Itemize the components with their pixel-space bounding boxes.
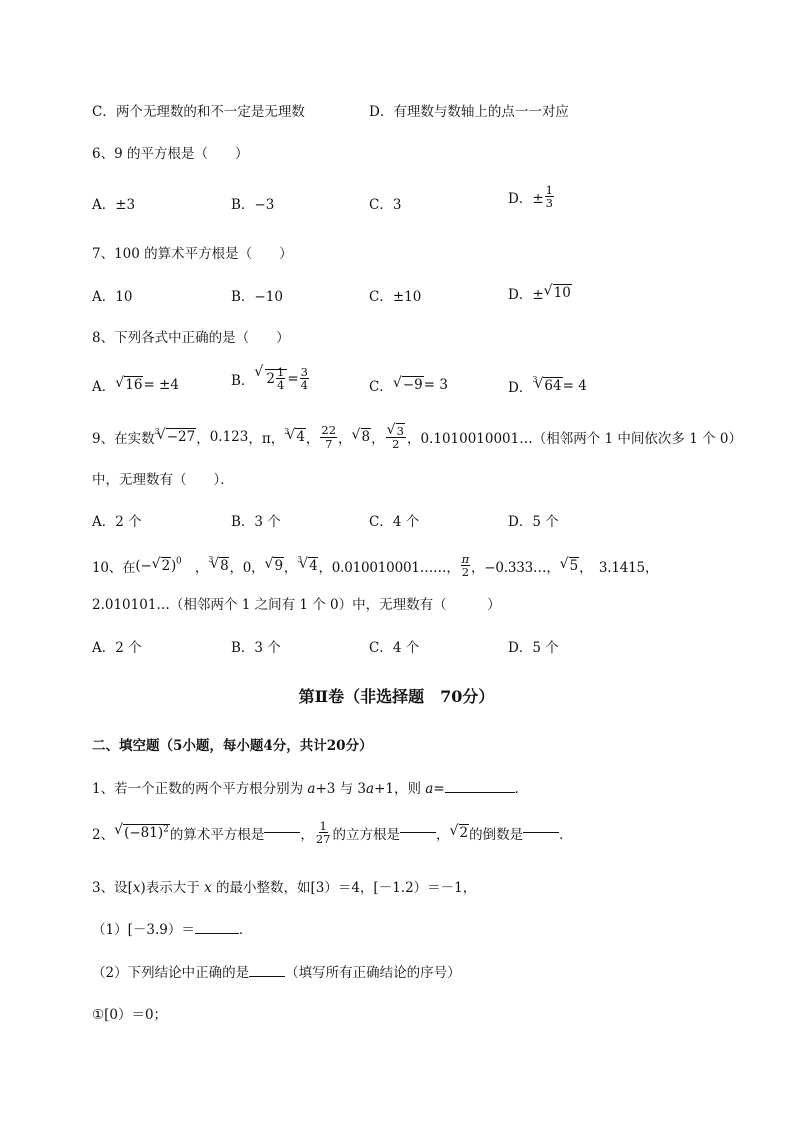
q8d-index: 3 — [532, 375, 538, 384]
q9-repeating-decimal: 0.123 — [209, 429, 249, 446]
fill-q3-blank1[interactable] — [195, 933, 239, 934]
q8-option-b: B．√ 2 $\frac{1}{4}$ = $\frac{3}{4}$ — [231, 366, 310, 391]
fill-q3: 3、设[x)表示大于 x 的最小整数，如[3）＝4，[－1.2）＝－1， — [92, 880, 477, 896]
part2-title: 第Ⅱ卷（非选择题 70分） — [298, 687, 495, 706]
q8-option-a — [92, 375, 179, 395]
q8a-prefix: A． — [92, 379, 116, 395]
q10-option-a: A．2 个 — [92, 640, 142, 656]
q6-stem: 6、9 的平方根是（ ） — [92, 146, 249, 162]
q9-option-d: D．5 个 — [508, 514, 559, 530]
q8c-radical: √ −9 — [393, 377, 424, 393]
fill-q3-blank2[interactable] — [249, 976, 285, 977]
fill-q1-blank[interactable] — [445, 792, 515, 793]
q8a-rest: = ±4 — [143, 377, 179, 393]
fill-q2-blank3[interactable] — [523, 832, 559, 833]
fill-q3-part2: （2）下列结论中正确的是 （填写所有正确结论的序号） — [92, 965, 461, 981]
section2-heading: 二、填空题（5小题，每小题4分，共计20分） — [92, 738, 373, 754]
q9-option-b: B．3 个 — [231, 514, 281, 530]
q8b-radical: √ 2 $\frac{1}{4}$ — [254, 366, 287, 391]
q8d-radical: √ 64 — [534, 378, 562, 394]
fill-q2: 2、√ $(-81)^2$的算术平方根是 ， $\frac{1}{27}$ 的立方根是 ，√ 2的倒数是 ． — [92, 820, 573, 845]
q8b-result-fraction: $\frac{3}{4}$ — [300, 365, 308, 393]
q7-option-b: B．−10 — [231, 289, 283, 305]
q6-option-c: C．3 — [369, 197, 402, 213]
q7-option-c: C．±10 — [369, 289, 422, 305]
fill-q3-conclusion-1: ①[0）＝0； — [92, 1007, 168, 1023]
q8-option-d — [508, 375, 587, 396]
q9-stem-line2: 中，无理数有（ ）． — [92, 472, 234, 488]
q5-option-d: D．有理数与数轴上的点一一对应 — [369, 104, 569, 120]
q6-option-d — [508, 184, 555, 209]
q9-option-a: A．2 个 — [92, 514, 142, 530]
q9-stem: 9、在实数$^3$√ −27，0.123，π，$^3$√ 4， $\frac{22}{7}$ ，√ 8， √ $\frac{3}{2}$ ，0.1010010001…（相邻两个 1 中间依次多 1 个 0） — [92, 424, 742, 450]
q8-option-c — [369, 375, 448, 395]
q10-stem-line2: 2.010101…（相邻两个 1 之间有 1 个 0）中，无理数有（ ） — [92, 597, 501, 613]
q7d-prefix: D．± — [508, 287, 544, 303]
q10-stem: 10、在(−√ 2)$^0$ ，$^3$√ 8，0，√ 9，$^3$√ 4，0.010010001……， $\frac{\pi}{2}$ ，−0.333…，√ 5， 3.1415， — [92, 553, 658, 578]
q8d-prefix: D． — [508, 379, 533, 396]
fill-q2-fraction: $\frac{1}{27}$ — [315, 819, 331, 847]
q7-stem: 7、100 的算术平方根是（ ） — [92, 246, 293, 262]
q6d-prefix: D．± — [508, 190, 544, 207]
q6d-fraction: $\frac{1}{3}$ — [545, 183, 553, 211]
q7d-radical: √ 10 — [544, 285, 572, 301]
q10-option-b: B．3 个 — [231, 640, 281, 656]
fill-q2-blank2[interactable] — [400, 832, 436, 833]
q6-option-a: A．±3 — [92, 197, 136, 213]
q7-option-a: A．10 — [92, 289, 133, 305]
q5-option-c: C．两个无理数的和不一定是无理数 — [92, 104, 305, 120]
q9-option-c: C．4 个 — [369, 514, 420, 530]
q9-fraction-sqrt3-2: √ $\frac{3}{2}$ — [386, 424, 406, 450]
q7-option-d — [508, 283, 572, 303]
fill-q1: 1、若一个正数的两个平方根分别为 a+3 与 3a+1，则 a= ． — [92, 781, 529, 797]
fill-q3-part1: （1）[－3.9）＝ ． — [92, 922, 253, 938]
fill-q2-blank1[interactable] — [264, 832, 300, 833]
q8c-prefix: C． — [369, 379, 393, 395]
q8a-radical: √ 16 — [115, 377, 143, 393]
q8-stem: 8、下列各式中正确的是（ ） — [92, 330, 290, 346]
q9-fraction-22-7: $\frac{22}{7}$ — [321, 423, 337, 451]
q8c-rest: = 3 — [423, 377, 448, 393]
q6-option-b: B．−3 — [231, 197, 275, 213]
q10-option-d: D．5 个 — [508, 640, 559, 656]
q10-fraction-pi-2: $\frac{\pi}{2}$ — [461, 552, 469, 580]
q8d-rest: = 4 — [562, 377, 587, 394]
q8b-prefix: B． — [231, 372, 255, 389]
q10-option-c: C．4 个 — [369, 640, 420, 656]
